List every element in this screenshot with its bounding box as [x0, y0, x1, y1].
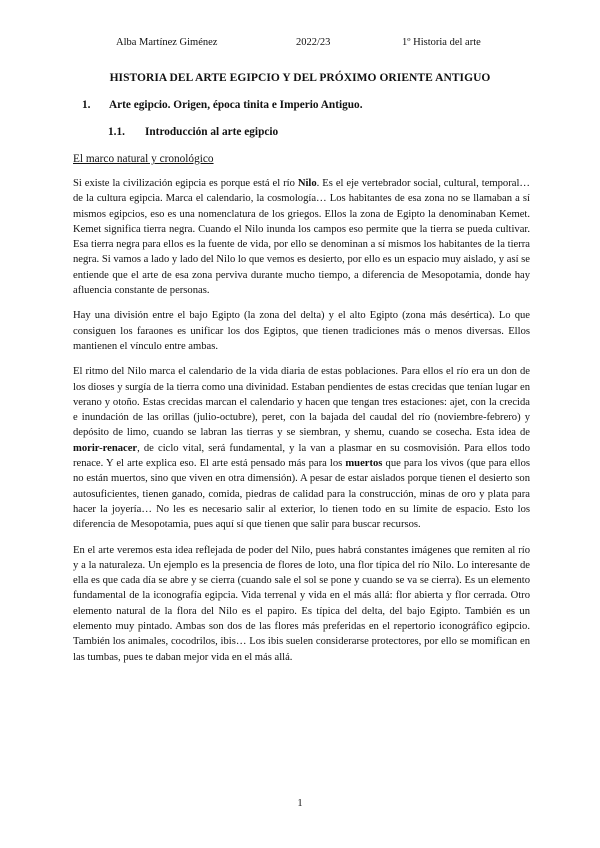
paragraph-2: Hay una división entre el bajo Egipto (la zona del delta) y el alto Egipto (zona más desértica). Lo que consiguen los faraones es unificar los dos Egiptos, que tienen tradiciones más o menos diversas. Ellos mantienen el vínculo entre ambas. [73, 310, 530, 352]
paragraph-3-text-c: , de ciclo vital, será fundamental, y la van a plasmar en su cosmovisión. Para ellos todo renace. Y el arte explica eso. El arte está pensado más para los [73, 442, 530, 470]
paragraph-1-bold-nilo: Nilo [297, 178, 317, 189]
section-heading [82, 99, 363, 111]
paragraph-1-text-a: Si existe la civilización egipcia es porque está el río [73, 178, 298, 189]
body-text [73, 176, 530, 675]
header-course: 1º Historia del arte [402, 37, 481, 48]
section-title: Arte egipcio. Origen, época tinita e Imperio Antiguo. [109, 99, 363, 111]
paragraph-1-text-c: . Es el eje vertebrador social, cultural, temporal… de la cultura egipcia. Marca el calendario, la cosmología… Los habitantes de esa zona no se llamaban a sí mismos egipcios, eso es una nomenclatura de los griegos. Ellos la zona de Egipto la denominaban Kemet. Kemet significa tierra negra. Cuando el Nilo inunda los campos eso permite que la tierra se pueda cultivar. Esa tierra negra para ellos es la fuente de vida, por ello se denominan a sí mismos los habitantes de la tierra negra. Si vamos a lado y lado del Nilo lo que vemos es desierto, por ello es un espacio muy aislado, y así se entiende que el arte de esa zona perviva durante mucho tiempo, a diferencia de Mesopotamia, donde hay afluencia constante de personas. [73, 178, 530, 297]
document-title: HISTORIA DEL ARTE EGIPCIO Y DEL PRÓXIMO ORIENTE ANTIGUO [109, 72, 491, 84]
page-number: 1 [297, 798, 303, 809]
subsection-heading [108, 126, 278, 138]
paragraph-3-text-a: El ritmo del Nilo marca el calendario de la vida diaria de estas poblaciones. Para ellos el río era un don de los dioses y surgía de la tierra como una divinidad. Estaban pendientes de estas crecidas que tenían lugar en verano y otoño. Estas crecidas marcan el calendario y hacen que tengan tres estaciones: ajet, con la crecida e inundación de las orillas (julio-octubre), peret, con la bajada del caudal del río (noviembre-febrero) y depósito de limo, cuando se labran las tierras y se siembran, y shemu, cuando se cosecha. Esta idea de [73, 366, 530, 439]
paragraph-3-bold-morir-renacer: morir-renacer [73, 442, 138, 454]
paragraph-3-bold-muertos: muertos [345, 458, 383, 470]
subheading: El marco natural y cronológico [73, 153, 214, 165]
paragraph-4: En el arte veremos esta idea reflejada de poder del Nilo, pues habrá constantes imágenes que remiten al río y a la naturaleza. Un ejemplo es la presencia de flores de loto, una flor típica del río Nilo. Lo interesante de ella es que cada día se abre y se cierra (cuando sale el sol se pone y cuando se va se cierra). Es un elemento fundamental de la iconografía egipcia. Vida terrenal y vida en el más allá: flor abierta y flor cerrada. Otro elemento natural de la flora del Nilo es el papiro. Es típica del delta, del bajo Egipto. También es un elemento muy pintado. Ambas son dos de las flores más preferidas en el repertorio iconográfico egipcio. También los animales, cocodrilos, ibis… Los ibis suelen considerarse protectores, por ello se momifican en las tumbas, pues te daban mejor vida en el más allá. [73, 544, 530, 663]
paragraph-3-text-e: que para los vivos (que para ellos no están muertos, sino que viven en otra dimensión). A pesar de estar aislados porque tienen el desierto son autosuficientes, tienen ganado, comida, piedras de calidad para la construcción, minas de oro y plata para hacer la joyería… No les es necesario salir al exterior, lo tienen todo en su límite de espacio. Esto los diferencia de Mesopotamia, pues aquí sí que tienen que salir para buscar recursos. [73, 458, 530, 531]
subsection-title: Introducción al arte egipcio [145, 126, 279, 138]
paragraph-1 [73, 176, 530, 298]
paragraph-3 [73, 364, 530, 532]
subsection-number: 1.1. [108, 126, 125, 138]
header-year: 2022/23 [296, 37, 331, 48]
header-author: Alba Martínez Giménez [116, 37, 218, 48]
section-number: 1. [82, 99, 91, 111]
